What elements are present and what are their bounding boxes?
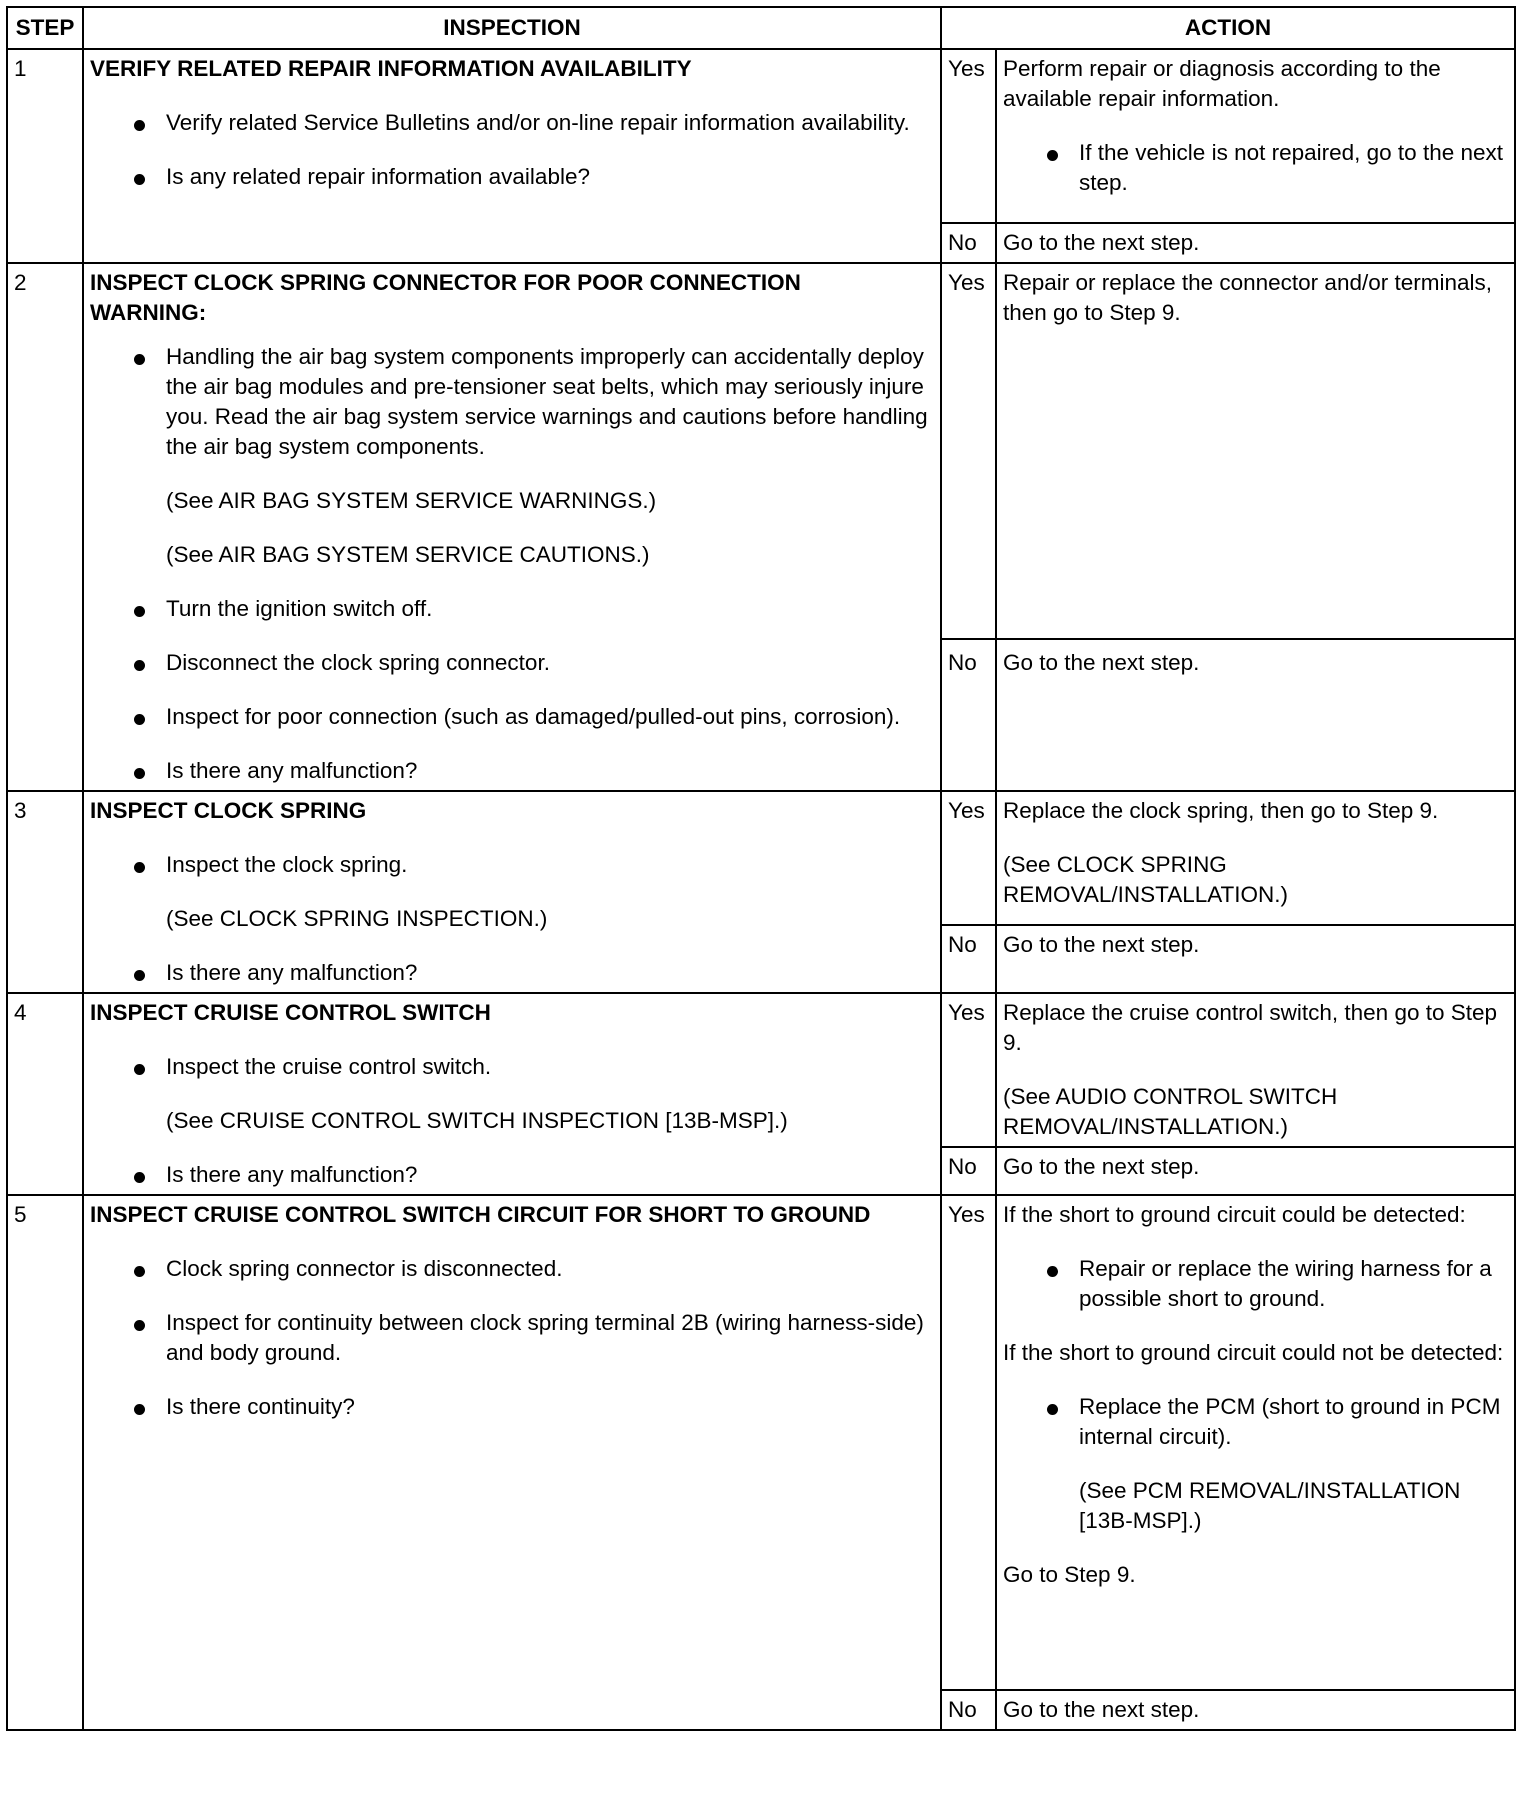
step-4-yes-row xyxy=(7,993,1515,1147)
inspection-item: Is any related repair information available? xyxy=(90,162,934,192)
bullet-icon xyxy=(1047,150,1058,161)
bullet-icon xyxy=(134,768,145,779)
warning-item: Handling the air bag system components improperly can accidentally deploy the air bag modules and pre-tensioner seat belts, which may seriously injure you. Read the air bag system service warnings and cautions before handling the air bag system components. xyxy=(90,342,934,462)
bullet-icon xyxy=(134,1064,145,1075)
bullet-icon xyxy=(134,1266,145,1277)
step-number: 3 xyxy=(7,791,83,993)
bullet-icon xyxy=(134,970,145,981)
yes-label: Yes xyxy=(941,263,996,639)
bullet-icon xyxy=(134,862,145,873)
no-action: Go to the next step. xyxy=(996,925,1515,993)
action-item: If the vehicle is not repaired, go to the next step. xyxy=(1003,138,1508,198)
diagnostic-procedure-page xyxy=(6,6,1514,1812)
yes-label: Yes xyxy=(941,791,996,925)
yes-action xyxy=(996,993,1515,1147)
inspection-item: Clock spring connector is disconnected. xyxy=(90,1254,934,1284)
step-title: INSPECT CRUISE CONTROL SWITCH CIRCUIT FOR SHORT TO GROUND xyxy=(90,1202,871,1227)
yes-action: Repair or replace the connector and/or terminals, then go to Step 9. xyxy=(996,263,1515,639)
no-action: Go to the next step. xyxy=(996,639,1515,791)
step-1-yes-row xyxy=(7,49,1515,223)
yes-label: Yes xyxy=(941,49,996,223)
action-item: Replace the PCM (short to ground in PCM internal circuit). xyxy=(1003,1392,1508,1452)
action-text: If the short to ground circuit could not be detected: xyxy=(1003,1340,1504,1365)
see-reference: (See AIR BAG SYSTEM SERVICE WARNINGS.) xyxy=(166,488,657,513)
action-text: If the short to ground circuit could be detected: xyxy=(1003,1202,1466,1227)
step-5-yes-row xyxy=(7,1195,1515,1690)
action-text: Replace the clock spring, then go to Step 9. xyxy=(1003,798,1439,823)
bullet-icon xyxy=(134,660,145,671)
bullet-icon xyxy=(134,174,145,185)
bullet-icon xyxy=(134,606,145,617)
no-label: No xyxy=(941,639,996,791)
no-action: Go to the next step. xyxy=(996,1690,1515,1730)
inspection-item: Turn the ignition switch off. xyxy=(90,594,934,624)
bullet-icon xyxy=(134,714,145,725)
step-inspection xyxy=(83,1195,941,1730)
table-header-row xyxy=(7,7,1515,49)
inspection-item: Is there any malfunction? xyxy=(90,1160,934,1190)
yes-action xyxy=(996,791,1515,925)
no-label: No xyxy=(941,925,996,993)
bullet-icon xyxy=(134,1172,145,1183)
step-inspection xyxy=(83,791,941,993)
inspection-item: Inspect the clock spring. xyxy=(90,850,934,880)
inspection-item: Verify related Service Bulletins and/or on-line repair information availability. xyxy=(90,108,934,138)
inspection-item: Is there any malfunction? xyxy=(90,958,934,988)
warning-label: WARNING: xyxy=(90,300,207,325)
step-inspection xyxy=(83,263,941,791)
step-inspection xyxy=(83,49,941,263)
header-action: ACTION xyxy=(941,7,1515,49)
inspection-item: Is there continuity? xyxy=(90,1392,934,1422)
step-number: 1 xyxy=(7,49,83,263)
bullet-icon xyxy=(134,1320,145,1331)
action-text: Go to Step 9. xyxy=(1003,1562,1136,1587)
inspection-item: Is there any malfunction? xyxy=(90,756,934,786)
yes-action xyxy=(996,1195,1515,1690)
yes-action xyxy=(996,49,1515,223)
step-title: INSPECT CRUISE CONTROL SWITCH xyxy=(90,1000,491,1025)
step-number: 5 xyxy=(7,1195,83,1730)
step-inspection xyxy=(83,993,941,1195)
action-text: Replace the cruise control switch, then go to Step 9. xyxy=(1003,1000,1498,1055)
bullet-icon xyxy=(134,354,145,365)
diagnostic-table xyxy=(6,6,1516,1731)
see-reference: (See CRUISE CONTROL SWITCH INSPECTION [13B-MSP].) xyxy=(166,1108,788,1133)
header-step: STEP xyxy=(7,7,83,49)
inspection-item: Disconnect the clock spring connector. xyxy=(90,648,934,678)
see-reference: (See CLOCK SPRING INSPECTION.) xyxy=(166,906,548,931)
step-2-yes-row xyxy=(7,263,1515,639)
step-title: VERIFY RELATED REPAIR INFORMATION AVAILABILITY xyxy=(90,56,692,81)
step-title: INSPECT CLOCK SPRING CONNECTOR FOR POOR CONNECTION WARNING: xyxy=(90,270,801,325)
inspection-item: Inspect for continuity between clock spring terminal 2B (wiring harness-side) and body ground. xyxy=(90,1308,934,1368)
step-number: 4 xyxy=(7,993,83,1195)
bullet-icon xyxy=(134,1404,145,1415)
no-label: No xyxy=(941,223,996,263)
action-text: Perform repair or diagnosis according to the available repair information. xyxy=(1003,56,1441,111)
no-label: No xyxy=(941,1690,996,1730)
step-3-yes-row xyxy=(7,791,1515,925)
see-reference: (See AUDIO CONTROL SWITCH REMOVAL/INSTALLATION.) xyxy=(1003,1084,1338,1139)
inspection-item: Inspect for poor connection (such as damaged/pulled-out pins, corrosion). xyxy=(90,702,934,732)
step-title: INSPECT CLOCK SPRING xyxy=(90,798,367,823)
no-action: Go to the next step. xyxy=(996,1147,1515,1195)
see-reference: (See CLOCK SPRING REMOVAL/INSTALLATION.) xyxy=(1003,852,1289,907)
inspection-item: Inspect the cruise control switch. xyxy=(90,1052,934,1082)
bullet-icon xyxy=(134,120,145,131)
bullet-icon xyxy=(1047,1266,1058,1277)
see-reference: (See PCM REMOVAL/INSTALLATION [13B-MSP].) xyxy=(1079,1478,1461,1533)
yes-label: Yes xyxy=(941,993,996,1147)
yes-label: Yes xyxy=(941,1195,996,1690)
action-item: Repair or replace the wiring harness for a possible short to ground. xyxy=(1003,1254,1508,1314)
header-inspection: INSPECTION xyxy=(83,7,941,49)
no-action: Go to the next step. xyxy=(996,223,1515,263)
no-label: No xyxy=(941,1147,996,1195)
bullet-icon xyxy=(1047,1404,1058,1415)
see-reference: (See AIR BAG SYSTEM SERVICE CAUTIONS.) xyxy=(166,542,650,567)
step-number: 2 xyxy=(7,263,83,791)
